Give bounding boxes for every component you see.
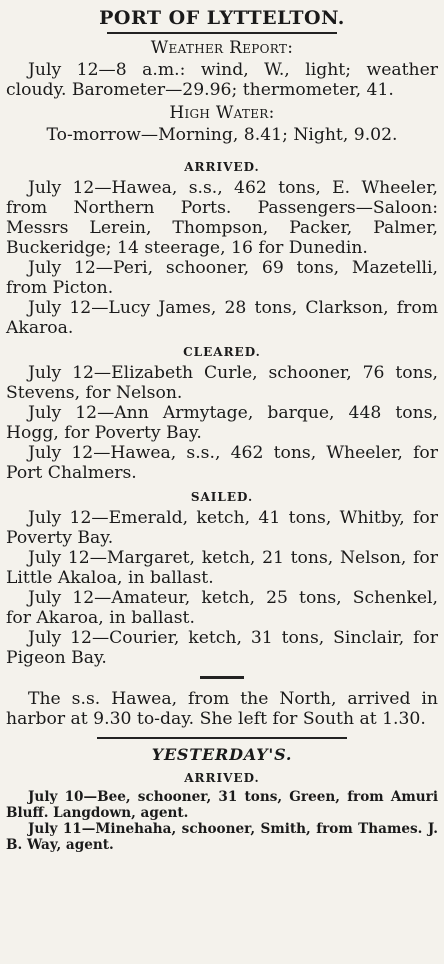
- weather-heading: Weather Report:: [150, 38, 294, 58]
- sailed-list: [6, 508, 438, 668]
- page-title: PORT OF LYTTELTON.: [99, 7, 345, 29]
- cleared-heading: CLEARED.: [183, 345, 261, 359]
- divider-short: [200, 676, 244, 679]
- high-water-text: To-morrow—Morning, 8.41; Night, 9.02.: [46, 125, 398, 145]
- list-item: July 12—Emerald, ketch, 41 tons, Whitby, for Poverty Bay.: [6, 508, 438, 548]
- arrived-heading: ARRIVED.: [184, 160, 260, 174]
- list-item: July 12—Hawea, s.s., 462 tons, Wheeler, for Port Chalmers.: [6, 443, 438, 483]
- divider-long: [97, 737, 347, 739]
- list-item: July 12—Margaret, ketch, 21 tons, Nelson, for Little Akaloa, in ballast.: [6, 548, 438, 588]
- list-item: July 12—Ann Armytage, barque, 448 tons, Hogg, for Poverty Bay.: [6, 403, 438, 443]
- yesterdays-list: [6, 789, 438, 853]
- arrived-list: [6, 178, 438, 338]
- list-item: July 12—Peri, schooner, 69 tons, Mazetelli, from Picton.: [6, 258, 438, 298]
- list-item: July 12—Hawea, s.s., 462 tons, E. Wheeler, from Northern Ports. Passengers—Saloon: Messrs Lerein, Thompson, Packer, Palmer, Buckeridge; 14 steerage, 16 for Dunedin.: [6, 178, 438, 258]
- weather-text: July 12—8 a.m.: wind, W., light; weather cloudy. Barometer—29.96; thermometer, 41.: [6, 60, 438, 100]
- sailed-heading: SAILED.: [190, 490, 254, 504]
- list-item: July 12—Courier, ketch, 31 tons, Sinclair, for Pigeon Bay.: [6, 628, 438, 668]
- list-item: July 12—Elizabeth Curle, schooner, 76 tons, Stevens, for Nelson.: [6, 363, 438, 403]
- list-item: July 12—Lucy James, 28 tons, Clarkson, from Akaroa.: [6, 298, 438, 338]
- high-water-heading: High Water:: [169, 103, 275, 123]
- title-rule: [107, 32, 337, 34]
- list-item: July 11—Minehaha, schooner, Smith, from Thames. J. B. Way, agent.: [6, 821, 438, 853]
- yesterdays-arrived-heading: ARRIVED.: [184, 771, 260, 785]
- newspaper-column: [0, 4, 444, 964]
- cleared-list: [6, 363, 438, 483]
- list-item: July 10—Bee, schooner, 31 tons, Green, from Amuri Bluff. Langdown, agent.: [6, 789, 438, 821]
- yesterdays-heading: YESTERDAY'S.: [151, 745, 293, 764]
- hawea-note: The s.s. Hawea, from the North, arrived in harbor at 9.30 to-day. She left for South at 1.30.: [6, 689, 438, 729]
- list-item: July 12—Amateur, ketch, 25 tons, Schenkel, for Akaroa, in ballast.: [6, 588, 438, 628]
